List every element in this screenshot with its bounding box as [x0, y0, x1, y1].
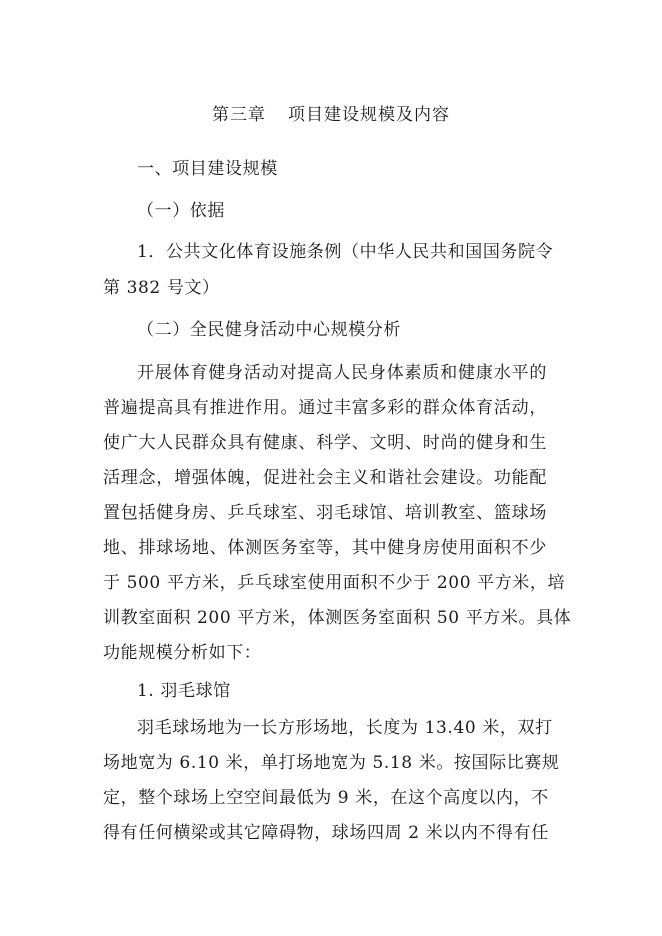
paragraph-line: 活理念，增强体魄，促进社会主义和谐社会建设。功能配	[103, 468, 547, 488]
basis-item-line-1: 1．公共文化体育设施条例（中华人民共和国国务院令	[137, 242, 554, 262]
paragraph-line: 地、排球场地、体测医务室等，其中健身房使用面积不少	[103, 538, 547, 558]
paragraph-line: 功能规模分析如下：	[103, 643, 262, 663]
subsection-heading-basis: （一）依据	[137, 201, 225, 221]
paragraph-line: 使广大人民群众具有健康、科学、文明、时尚的健身和生	[103, 433, 547, 453]
chapter-number: 第三章	[212, 105, 266, 125]
basis-item-line-2: 第 382 号文）	[103, 278, 220, 298]
paragraph-line: 得有任何横梁或其它障碍物，球场四周 2 米以内不得有任	[103, 823, 549, 843]
subsection-heading-analysis: （二）全民健身活动中心规模分析	[137, 320, 401, 340]
paragraph-line: 置包括健身房、乒乓球室、羽毛球馆、培训教室、篮球场	[103, 503, 547, 523]
paragraph-line: 场地宽为 6.10 米，单打场地宽为 5.18 米。按国际比赛规	[103, 753, 560, 773]
paragraph-line: 羽毛球场地为一长方形场地，长度为 13.40 米，双打	[137, 718, 553, 738]
paragraph-line: 开展体育健身活动对提高人民身体素质和健康水平的	[137, 363, 547, 383]
badminton-heading: 1. 羽毛球馆	[137, 681, 231, 701]
paragraph-line: 普遍提高具有推进作用。通过丰富多彩的群众体育活动，	[103, 398, 547, 418]
paragraph-line: 于 500 平方米，乒乓球室使用面积不少于 200 平方米，培	[103, 573, 566, 593]
chapter-title	[0, 103, 662, 127]
paragraph-line: 训教室面积 200 平方米，体测医务室面积 50 平方米。具体	[103, 608, 572, 628]
chapter-heading: 项目建设规模及内容	[288, 105, 450, 125]
section-heading-1: 一、项目建设规模	[137, 159, 278, 179]
paragraph-line: 定，整个球场上空空间最低为 9 米，在这个高度以内，不	[103, 788, 549, 808]
